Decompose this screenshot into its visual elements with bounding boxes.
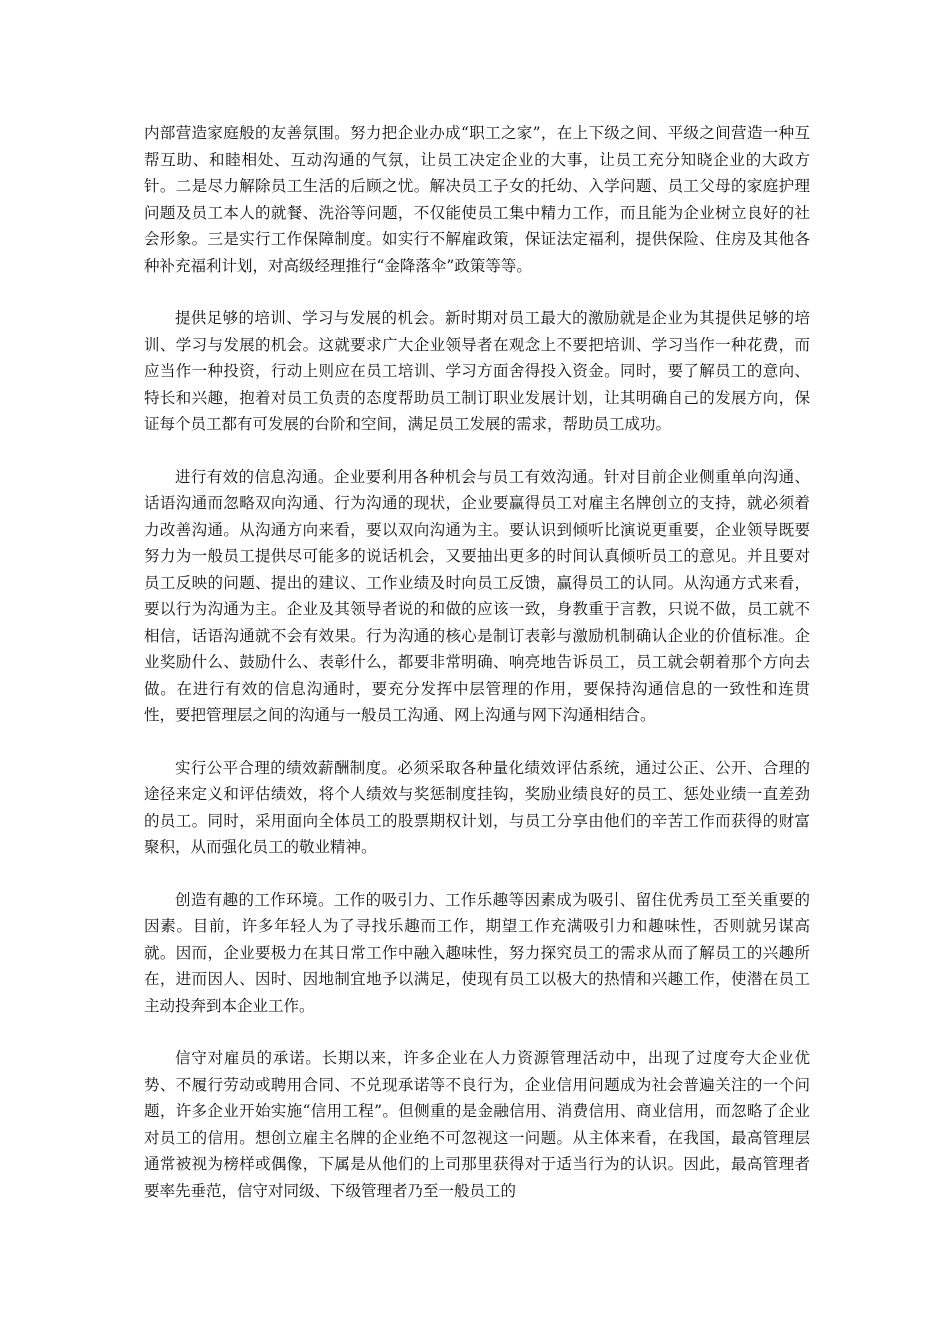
document-page <box>144 120 810 1230</box>
paragraph-family-atmosphere: 内部营造家庭般的友善氛围。努力把企业办成“职工之家”，在上下级之间、平级之间营造一种互帮互助、和睦相处、互动沟通的气氛，让员工决定企业的大事，让员工充分知晓企业的大政方针。二是尽力解除员工生活的后顾之忧。解决员工子女的托幼、入学问题、员工父母的家庭护理问题及员工本人的就餐、洗浴等问题，不仅能使员工集中精力工作，而且能为企业树立良好的社会形象。三是实行工作保障制度。如实行不解雇政策，保证法定福利，提供保险、住房及其他各种补充福利计划，对高级经理推行“金降落伞”政策等等。 <box>144 124 810 275</box>
paragraph-communication: 进行有效的信息沟通。企业要利用各种机会与员工有效沟通。针对目前企业侧重单向沟通、话语沟通而忽略双向沟通、行为沟通的现状，企业要赢得员工对雇主名牌创立的支持，就必须着力改善沟通。从沟通方向来看，要以双向沟通为主。要认识到倾听比演说更重要，企业领导既要努力为一般员工提供尽可能多的说话机会，又要抽出更多的时间认真倾听员工的意见。并且要对员工反映的问题、提出的建议、工作业绩及时向员工反馈，赢得员工的认同。从沟通方式来看，要以行为沟通为主。企业及其领导者说的和做的应该一致，身教重于言教，只说不做，员工就不相信，话语沟通就不会有效果。行为沟通的核心是制订表彰与激励机制确认企业的价值标准。企业奖励什么、鼓励什么、表彰什么，都要非常明确、响亮地告诉员工，员工就会朝着那个方向去做。在进行有效的信息沟通时，要充分发挥中层管理的作用，要保持沟通信息的一致性和连贯性，要把管理层之间的沟通与一般员工沟通、网上沟通与网下沟通相结合。 <box>144 467 810 724</box>
paragraph-promises: 信守对雇员的承诺。长期以来，许多企业在人力资源管理活动中，出现了过度夸大企业优势、不履行劳动或聘用合同、不兑现承诺等不良行为，企业信用问题成为社会普遍关注的一个问题，许多企业开始实施“信用工程”。但侧重的是金融信用、消费信用、商业信用，而忽略了企业对员工的信用。想创立雇主名牌的企业绝不可忽视这一问题。从主体来看，在我国，最高管理层通常被视为榜样或偶像，下属是从他们的上司那里获得对于适当行为的认识。因此，最高管理者要率先垂范，信守对同级、下级管理者乃至一般员工的 <box>144 1049 810 1200</box>
paragraph-training: 提供足够的培训、学习与发展的机会。新时期对员工最大的激励就是企业为其提供足够的培训、学习与发展的机会。这就要求广大企业领导者在观念上不要把培训、学习当作一种花费，而应当作一种投资，行动上则应在员工培训、学习方面舍得投入资金。同时，要了解员工的意向、特长和兴趣，抱着对员工负责的态度帮助员工制订职业发展计划，让其明确自己的发展方向，保证每个员工都有可发展的台阶和空间，满足员工发展的需求，帮助员工成功。 <box>144 309 810 433</box>
paragraph-work-environment: 创造有趣的工作环境。工作的吸引力、工作乐趣等因素成为吸引、留住优秀员工至关重要的因素。目前，许多年轻人为了寻找乐趣而工作，期望工作充满吸引力和趣味性，否则就另谋高就。因而，企业要极力在其日常工作中融入趣味性，努力探究员工的需求从而了解员工的兴趣所在，进而因人、因时、因地制宜地予以满足，使现有员工以极大的热情和兴趣工作，使潜在员工主动投奔到本企业工作。 <box>144 890 810 1015</box>
paragraph-performance-pay: 实行公平合理的绩效薪酬制度。必须采取各种量化绩效评估系统，通过公正、公开、合理的途径来定义和评估绩效，将个人绩效与奖惩制度挂钩，奖励业绩良好的员工、惩处业绩一直差劲的员工。同时，采用面向全体员工的股票期权计划，与员工分享由他们的辛苦工作而获得的财富聚积，从而强化员工的敬业精神。 <box>144 758 810 856</box>
